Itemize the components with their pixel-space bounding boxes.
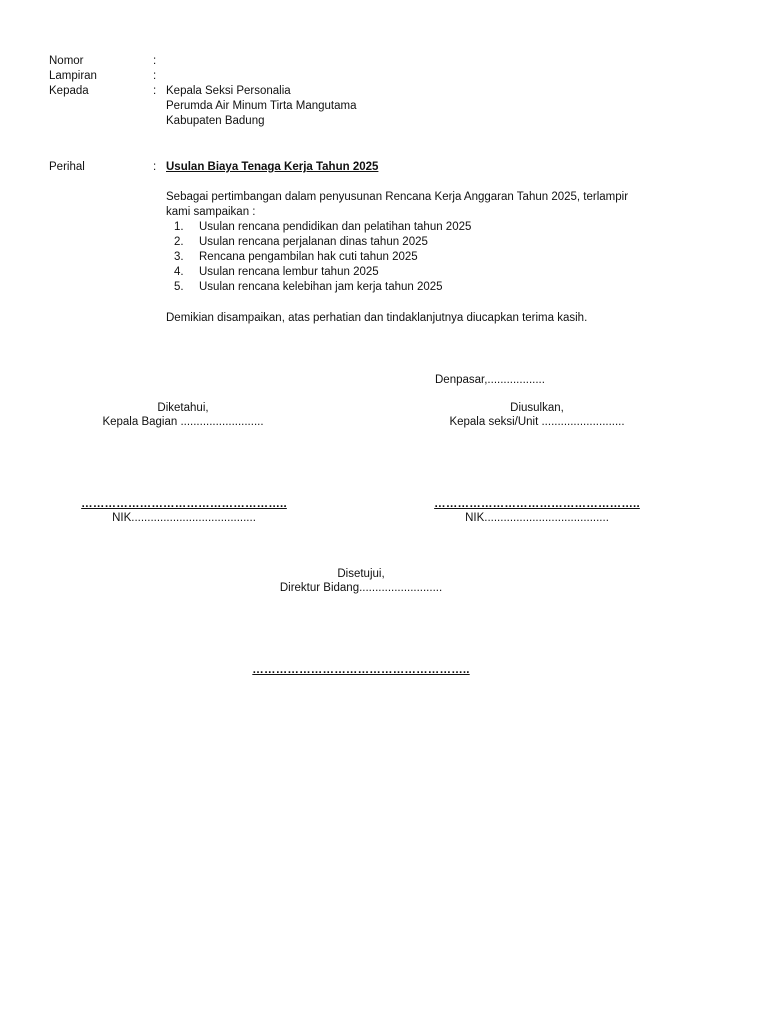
recipient-line: Kabupaten Badung xyxy=(166,115,265,127)
kepala-bagian-title: Kepala Bagian .......................... xyxy=(102,416,264,428)
disetujui-caption: Disetujui, xyxy=(337,568,385,580)
signature-line: …………………………………………….. xyxy=(81,498,287,510)
diketahui-caption: Diketahui, xyxy=(157,402,209,414)
recipient-line: Kepala Seksi Personalia xyxy=(166,85,291,97)
recipient-line: Perumda Air Minum Tirta Mangutama xyxy=(166,100,357,112)
signature-line: ……………………………………………….. xyxy=(252,664,470,676)
list-item: Rencana pengambilan hak cuti tahun 2025 xyxy=(199,251,418,263)
list-item: Usulan rencana perjalanan dinas tahun 2025 xyxy=(199,236,428,248)
list-number: 4. xyxy=(174,266,184,278)
perihal-colon: : xyxy=(153,161,157,173)
intro-text: kami sampaikan : xyxy=(166,206,256,218)
diusulkan-caption: Diusulkan, xyxy=(510,402,564,414)
nomor-label: Nomor xyxy=(49,55,84,67)
list-number: 3. xyxy=(174,251,184,263)
perihal-label: Perihal xyxy=(49,161,85,173)
intro-text: Sebagai pertimbangan dalam penyusunan Rencana Kerja Anggaran Tahun 2025, terlampir xyxy=(166,191,629,203)
nik-field: NIK....................................... xyxy=(112,512,256,524)
subject-text: Usulan Biaya Tenaga Kerja Tahun 2025 xyxy=(166,161,379,173)
list-number: 1. xyxy=(174,221,184,233)
kepada-label: Kepada xyxy=(49,85,89,97)
signature-line: …………………………………………….. xyxy=(434,498,640,510)
lampiran-colon: : xyxy=(153,70,157,82)
lampiran-label: Lampiran xyxy=(49,70,97,82)
list-number: 2. xyxy=(174,236,184,248)
kepada-colon: : xyxy=(153,85,157,97)
nomor-colon: : xyxy=(153,55,157,67)
list-item: Usulan rencana pendidikan dan pelatihan tahun 2025 xyxy=(199,221,472,233)
list-item: Usulan rencana lembur tahun 2025 xyxy=(199,266,379,278)
kepala-seksi-title: Kepala seksi/Unit .......................... xyxy=(449,416,625,428)
place-date: Denpasar,.................. xyxy=(435,374,545,386)
direktur-bidang-title: Direktur Bidang.......................... xyxy=(279,582,443,594)
list-item: Usulan rencana kelebihan jam kerja tahun 2025 xyxy=(199,281,443,293)
nik-field: NIK....................................... xyxy=(465,512,609,524)
closing-text: Demikian disampaikan, atas perhatian dan tindaklanjutnya diucapkan terima kasih. xyxy=(166,312,588,324)
list-number: 5. xyxy=(174,281,184,293)
